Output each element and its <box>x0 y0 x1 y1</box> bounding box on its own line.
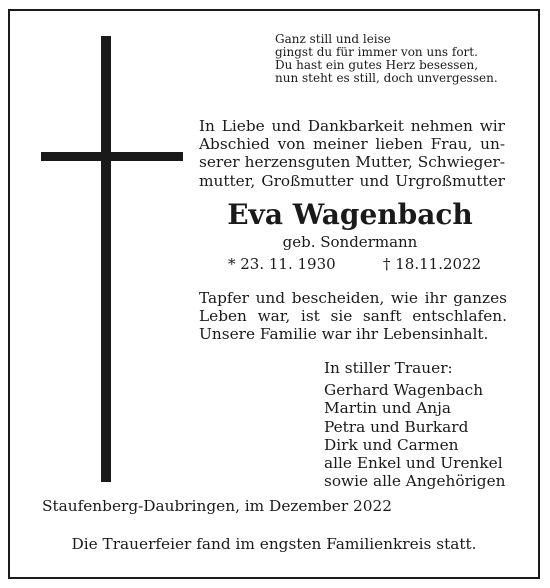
tribute-text <box>199 289 507 344</box>
death-date: † 18.11.2022 <box>383 255 482 273</box>
poem-line: Ganz still und leise <box>275 32 391 46</box>
tribute-line: Leben war, ist sie sanft entschlafen. <box>199 307 507 326</box>
intro-line: mutter, Großmutter und Urgroßmutter <box>199 171 505 190</box>
poem-line: Du hast ein gutes Herz besessen, <box>275 58 479 72</box>
cross-icon-horizontal-beam <box>41 152 183 161</box>
mourner-name: Gerhard Wagenbach <box>324 381 484 400</box>
mourner-name: Dirk und Carmen <box>324 435 459 454</box>
intro-text <box>199 117 505 190</box>
mourner-name: Martin und Anja <box>324 399 451 418</box>
mourner-name: sowie alle Angehörigen <box>324 472 506 491</box>
poem-line: nun steht es still, doch unvergessen. <box>275 71 498 85</box>
tribute-line: Tapfer und bescheiden, wie ihr ganzes <box>199 289 507 307</box>
intro-line: serer herzensguten Mutter, Schwieger- <box>199 153 505 172</box>
tribute-line: Unsere Familie war ihr Lebensinhalt. <box>199 325 489 344</box>
intro-line: In Liebe und Dankbarkeit nehmen wir <box>199 117 505 135</box>
poem-line: gingst du für immer von uns fort. <box>275 45 478 59</box>
intro-line: Abschied von meiner lieben Frau, un- <box>199 135 505 154</box>
cross-icon-vertical-beam <box>101 36 111 482</box>
mourner-name: Petra und Burkard <box>324 417 469 436</box>
mourner-name: alle Enkel und Urenkel <box>324 454 503 473</box>
mourners-heading: In stiller Trauer: <box>324 359 453 377</box>
place-and-date: Staufenberg-Daubringen, im Dezember 2022 <box>42 497 392 515</box>
deceased-name: Eva Wagenbach <box>227 198 473 231</box>
birth-date: * 23. 11. 1930 <box>228 255 336 273</box>
funeral-notice: Die Trauerfeier fand im engsten Familienkreis statt. <box>71 535 477 553</box>
poem <box>275 33 535 85</box>
mourners-block <box>324 359 524 490</box>
deceased-born-name: geb. Sondermann <box>282 233 418 251</box>
